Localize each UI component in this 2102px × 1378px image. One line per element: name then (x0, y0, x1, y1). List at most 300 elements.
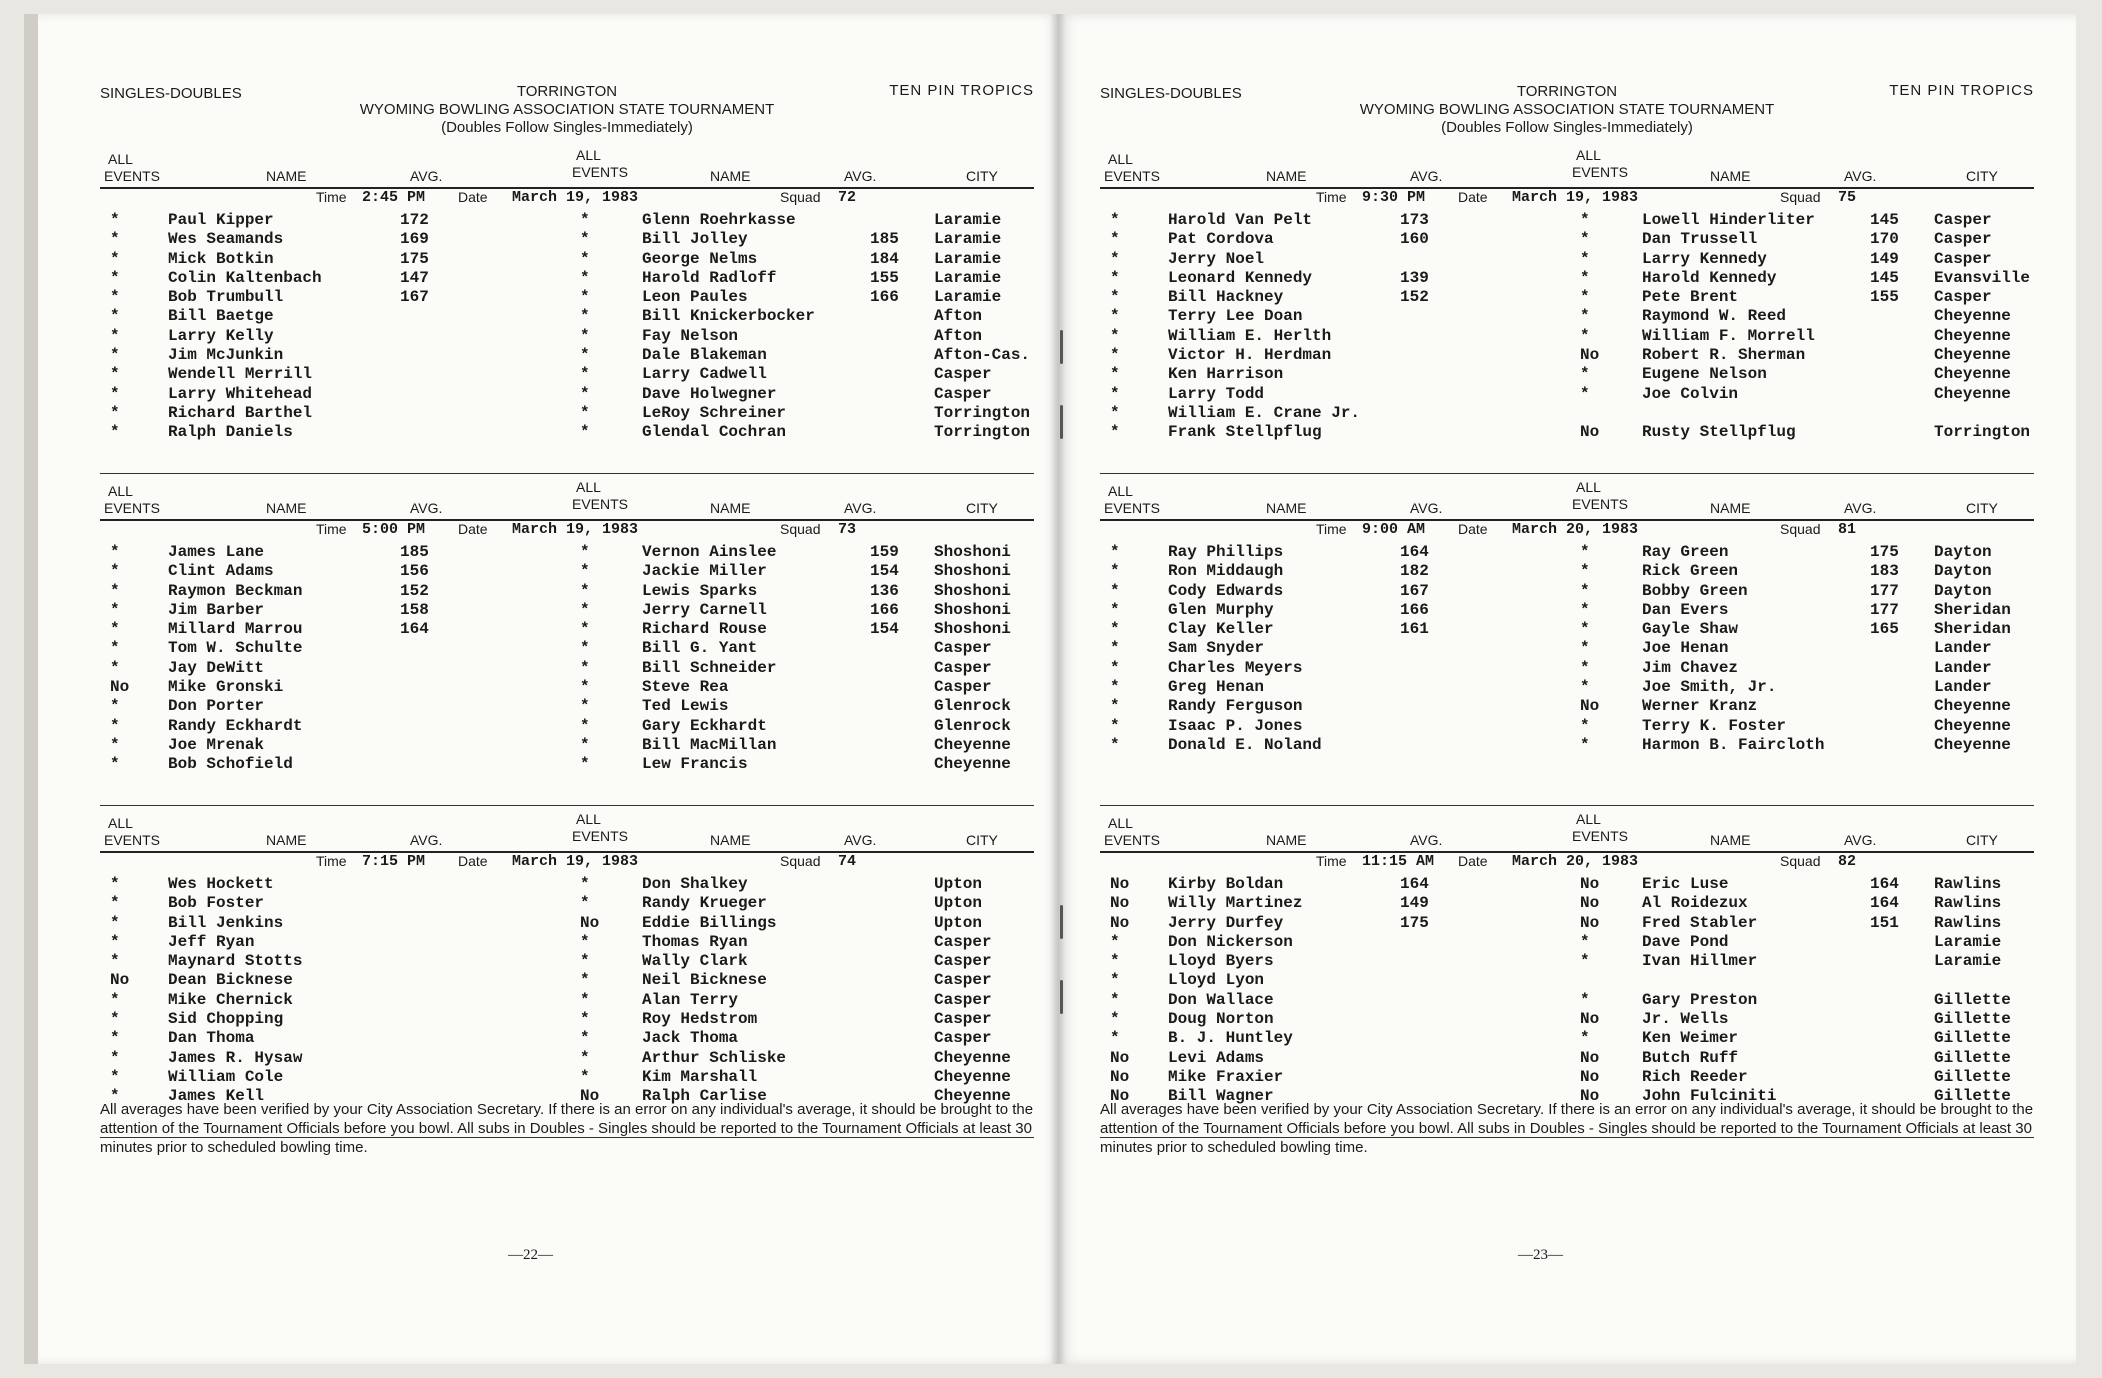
city: Gillette (1934, 1029, 2011, 1048)
name: Joe Colvin (1642, 384, 1739, 403)
squad-block (100, 481, 1034, 813)
column-headers (1100, 149, 2034, 189)
name-header: NAME (1266, 500, 1307, 516)
all-events-mark: * (1110, 423, 1120, 442)
name: Bob Schofield (168, 755, 293, 774)
all-events-mark: * (1580, 716, 1590, 735)
date-label: Date (458, 853, 488, 869)
player-rows (1100, 211, 2034, 443)
avg: 152 (1400, 288, 1429, 307)
all-events-mark: No (1580, 346, 1600, 365)
all-events-mark: * (1110, 932, 1120, 951)
all-events-header (104, 151, 160, 185)
squad-number: 81 (1838, 521, 1857, 538)
name: Sid Chopping (168, 1010, 284, 1029)
city: Casper (934, 1010, 992, 1029)
player-row (1100, 562, 2034, 581)
all-events-mark: * (1110, 600, 1120, 619)
player-rows (100, 875, 1034, 1107)
name: Mike Gronski (168, 678, 284, 697)
player-row (1100, 875, 2034, 894)
name: Pete Brent (1642, 288, 1739, 307)
avg: 183 (1870, 562, 1899, 581)
name: Joe Henan (1642, 639, 1729, 658)
all-events-mark: No (1110, 1067, 1130, 1086)
all-events-mark: * (1580, 249, 1590, 268)
all-events-mark: * (110, 403, 120, 422)
player-row (1100, 327, 2034, 346)
name: Jackie Miller (642, 562, 767, 581)
city-header: CITY (1966, 168, 1998, 184)
header-title-line3: (Doubles Follow Singles-Immediately) (441, 119, 693, 136)
time-label: Time (316, 189, 347, 205)
player-row (1100, 952, 2034, 971)
all-label: ALL (576, 147, 601, 163)
city: Casper (934, 365, 992, 384)
city: Sheridan (1934, 600, 2011, 619)
all-events-header (104, 815, 160, 849)
name: Larry Cadwell (642, 365, 767, 384)
city-header: CITY (966, 168, 998, 184)
name: Bill Hackney (1168, 288, 1284, 307)
all-events-mark: * (1110, 365, 1120, 384)
all-events-mark: * (1110, 268, 1120, 287)
player-row (1100, 423, 2034, 442)
city: Laramie (934, 211, 1002, 229)
all-events-mark: * (1110, 697, 1120, 716)
page-content (100, 82, 1034, 1145)
city: Gillette (1934, 1048, 2011, 1067)
name: Kim Marshall (642, 1067, 758, 1086)
player-row (100, 952, 1034, 971)
all-events-mark: * (1110, 211, 1120, 229)
name: Gary Eckhardt (642, 716, 767, 735)
city: Gillette (1934, 990, 2011, 1009)
name: Ralph Carlise (642, 1087, 767, 1106)
player-row (100, 211, 1034, 230)
name: Wes Hockett (168, 875, 274, 893)
name: Jerry Carnell (642, 600, 767, 619)
name: Donald E. Noland (1168, 735, 1322, 754)
player-row (100, 288, 1034, 307)
date-label: Date (458, 189, 488, 205)
name: Roy Hedstrom (642, 1010, 758, 1029)
city: Dayton (1934, 581, 1992, 600)
player-row (100, 620, 1034, 639)
player-row (100, 423, 1034, 442)
player-row (100, 1029, 1034, 1048)
all-events-mark: * (110, 1048, 120, 1067)
name: Lloyd Lyon (1168, 971, 1265, 990)
player-row (1100, 697, 2034, 716)
all-events-mark: * (110, 990, 120, 1009)
name: Larry Todd (1168, 384, 1265, 403)
name: Neil Bicknese (642, 971, 767, 990)
name: Jim McJunkin (168, 346, 284, 365)
squad-info-line (100, 853, 1034, 873)
all-events-mark: * (580, 894, 590, 913)
name: Fred Stabler (1642, 913, 1758, 932)
name-header: NAME (710, 832, 751, 848)
name: James Lane (168, 543, 265, 561)
city: Upton (934, 913, 983, 932)
avg: 152 (400, 581, 429, 600)
player-rows (1100, 875, 2034, 1107)
all-events-mark: * (110, 875, 120, 893)
all-events-mark: * (580, 952, 590, 971)
all-events-mark: * (580, 1010, 590, 1029)
avg-header: AVG. (1844, 832, 1877, 848)
squad-info-line (1100, 189, 2034, 209)
city: Cheyenne (1934, 384, 2011, 403)
avg: 164 (1870, 875, 1899, 893)
all-events-mark: * (1580, 735, 1590, 754)
all-events-mark: * (110, 249, 120, 268)
city: Shoshoni (934, 600, 1011, 619)
time-label: Time (316, 521, 347, 537)
all-events-mark: * (1580, 211, 1590, 229)
name: Rick Green (1642, 562, 1739, 581)
city: Casper (934, 384, 992, 403)
player-row (100, 1010, 1034, 1029)
events-label: EVENTS (1104, 832, 1161, 848)
squad-block (1100, 813, 2034, 1145)
player-row (100, 404, 1034, 423)
all-events-header (572, 147, 628, 181)
all-events-mark: * (1580, 326, 1590, 345)
city: Glenrock (934, 716, 1011, 735)
all-events-mark: * (1580, 365, 1590, 384)
player-row (1100, 250, 2034, 269)
footer-note: All averages have been verified by your City Association Secretary. If there is an error on any individual's average, it should be brought to the attention of the Tournament Officials before you bowl. All subs in Doubles - Singles should be reported to the Tournament Officials at least 30 minutes prior to scheduled bowling time. (1100, 1101, 2034, 1156)
all-events-mark: * (580, 1067, 590, 1086)
all-label: ALL (1108, 151, 1133, 167)
all-events-mark: * (1110, 990, 1120, 1009)
player-row (1100, 543, 2034, 562)
name: Bobby Green (1642, 581, 1748, 600)
all-events-mark: No (1580, 913, 1600, 932)
all-events-mark: * (1580, 288, 1590, 307)
name: Doug Norton (1168, 1010, 1274, 1029)
section-divider (100, 473, 1034, 474)
avg: 136 (870, 581, 899, 600)
all-events-mark: * (1110, 1029, 1120, 1048)
city: Gillette (1934, 1010, 2011, 1029)
player-rows (100, 543, 1034, 775)
player-row (100, 914, 1034, 933)
events-label: EVENTS (1572, 164, 1629, 180)
city: Casper (934, 1029, 992, 1048)
all-events-mark: * (110, 913, 120, 932)
name: Eugene Nelson (1642, 365, 1767, 384)
player-row (100, 601, 1034, 620)
name: William E. Crane Jr. (1168, 403, 1361, 422)
name: Ray Phillips (1168, 543, 1284, 561)
city: Rawlins (1934, 913, 2002, 932)
name: Larry Kelly (168, 326, 274, 345)
all-events-mark: * (1580, 990, 1590, 1009)
avg: 167 (1400, 581, 1429, 600)
all-events-header (572, 479, 628, 513)
avg: 184 (870, 249, 899, 268)
city: Torrington (934, 423, 1031, 442)
name: George Nelms (642, 249, 758, 268)
all-events-mark: * (580, 639, 590, 658)
city: Laramie (934, 230, 1002, 249)
avg: 164 (1400, 875, 1429, 893)
section-divider (100, 805, 1034, 806)
section-divider (1100, 805, 2034, 806)
all-events-mark: * (110, 562, 120, 581)
name: Larry Whitehead (168, 384, 313, 403)
avg: 158 (400, 600, 429, 619)
all-events-mark: * (110, 932, 120, 951)
city: Shoshoni (934, 562, 1011, 581)
name: Lowell Hinderliter (1642, 211, 1815, 229)
page-number: —23— (1518, 1247, 1563, 1263)
name: Gary Preston (1642, 990, 1758, 1009)
name-header: NAME (1266, 832, 1307, 848)
city: Gillette (1934, 1067, 2011, 1086)
avg-header: AVG. (844, 500, 877, 516)
all-events-mark: No (1580, 1067, 1600, 1086)
city: Casper (934, 971, 992, 990)
avg-header: AVG. (844, 832, 877, 848)
name: Bill Schneider (642, 658, 777, 677)
player-row (100, 562, 1034, 581)
page-header (1100, 82, 2034, 149)
all-events-mark: * (1580, 678, 1590, 697)
squad-info-line (100, 189, 1034, 209)
player-rows (100, 211, 1034, 443)
all-events-mark: No (1580, 894, 1600, 913)
squad-time: 5:00 PM (362, 521, 426, 538)
date-label: Date (1458, 853, 1488, 869)
name: Kirby Boldan (1168, 875, 1284, 893)
time-label: Time (316, 853, 347, 869)
avg: 145 (1870, 211, 1899, 229)
city-header: CITY (966, 832, 998, 848)
name: Wendell Merrill (168, 365, 313, 384)
all-events-mark: * (110, 230, 120, 249)
player-row (100, 250, 1034, 269)
header-title-line2: WYOMING BOWLING ASSOCIATION STATE TOURNAMENT (359, 101, 775, 118)
name: Joe Smith, Jr. (1642, 678, 1777, 697)
staple-top (1060, 330, 1063, 364)
avg: 149 (1870, 249, 1899, 268)
all-events-mark: * (1110, 620, 1120, 639)
squad-block (1100, 481, 2034, 813)
name: Bill Jolley (642, 230, 748, 249)
player-row (1100, 211, 2034, 230)
all-events-header (104, 483, 160, 517)
all-events-mark: * (110, 1029, 120, 1048)
name: Glen Murphy (1168, 600, 1274, 619)
all-events-header (1104, 151, 1160, 185)
all-events-mark: * (1110, 639, 1120, 658)
city: Lander (1934, 678, 1992, 697)
all-events-mark: * (110, 288, 120, 307)
column-headers (1100, 813, 2034, 853)
all-label: ALL (576, 479, 601, 495)
city-header: CITY (1966, 500, 1998, 516)
all-events-mark: * (1110, 581, 1120, 600)
city: Casper (934, 952, 992, 971)
all-events-mark: * (580, 307, 590, 326)
city: Cheyenne (934, 1067, 1011, 1086)
name: Millard Marrou (168, 620, 303, 639)
name: B. J. Huntley (1168, 1029, 1293, 1048)
all-events-mark: * (580, 211, 590, 229)
all-events-header (1104, 483, 1160, 517)
all-events-mark: * (1110, 307, 1120, 326)
name-header: NAME (710, 500, 751, 516)
avg-header: AVG. (410, 832, 443, 848)
all-events-mark: * (110, 639, 120, 658)
column-headers (100, 149, 1034, 189)
name: Jay DeWitt (168, 658, 265, 677)
all-events-mark: No (1580, 1010, 1600, 1029)
name: Dan Evers (1642, 600, 1729, 619)
avg: 166 (870, 288, 899, 307)
name: LeRoy Schreiner (642, 403, 787, 422)
all-label: ALL (1108, 815, 1133, 831)
squad-date: March 20, 1983 (1512, 853, 1639, 870)
all-events-mark: * (1110, 658, 1120, 677)
avg: 156 (400, 562, 429, 581)
all-events-mark: No (1110, 894, 1130, 913)
name: Dale Blakeman (642, 346, 767, 365)
avg-header: AVG. (410, 168, 443, 184)
all-label: ALL (1576, 479, 1601, 495)
all-events-mark: * (1110, 403, 1120, 422)
name: Frank Stellpflug (1168, 423, 1322, 442)
header-title (1100, 83, 2034, 137)
events-label: EVENTS (104, 832, 161, 848)
avg: 175 (1870, 543, 1899, 561)
name: Fay Nelson (642, 326, 739, 345)
all-events-mark: * (110, 581, 120, 600)
city-header: CITY (1966, 832, 1998, 848)
name: Mick Botkin (168, 249, 274, 268)
all-events-mark: * (580, 620, 590, 639)
name: Randy Eckhardt (168, 716, 303, 735)
player-row (1100, 933, 2034, 952)
player-row (1100, 1010, 2034, 1029)
player-row (100, 678, 1034, 697)
city: Rawlins (1934, 875, 2002, 893)
all-events-mark: * (580, 403, 590, 422)
name: Jim Chavez (1642, 658, 1739, 677)
footer-note: All averages have been verified by your City Association Secretary. If there is an error on any individual's average, it should be brought to the attention of the Tournament Officials before you bowl. All subs in Doubles - Singles should be reported to the Tournament Officials at least 30 minutes prior to scheduled bowling time. (100, 1101, 1034, 1156)
all-events-mark: * (1580, 384, 1590, 403)
all-events-mark: * (110, 268, 120, 287)
all-events-mark: * (580, 423, 590, 442)
city: Shoshoni (934, 581, 1011, 600)
avg: 154 (870, 620, 899, 639)
name: Rusty Stellpflug (1642, 423, 1796, 442)
name: Mike Fraxier (1168, 1067, 1284, 1086)
all-events-mark: * (580, 971, 590, 990)
time-label: Time (1316, 521, 1347, 537)
squad-info-line (100, 521, 1034, 541)
all-events-mark: No (580, 913, 600, 932)
avg: 166 (870, 600, 899, 619)
all-events-mark: * (1580, 307, 1590, 326)
name: Alan Terry (642, 990, 739, 1009)
name: Ken Harrison (1168, 365, 1284, 384)
all-events-mark: * (580, 1048, 590, 1067)
avg: 161 (1400, 620, 1429, 639)
name: Eddie Billings (642, 913, 777, 932)
squad-time: 9:00 AM (1362, 521, 1426, 538)
squad-label: Squad (1780, 521, 1821, 537)
name: Mike Chernick (168, 990, 293, 1009)
avg-header: AVG. (844, 168, 877, 184)
avg: 172 (400, 211, 429, 229)
name: Harold Kennedy (1642, 268, 1777, 287)
player-row (100, 1049, 1034, 1068)
avg: 175 (1400, 913, 1429, 932)
header-right-label: TEN PIN TROPICS (1889, 82, 2034, 99)
avg: 167 (400, 288, 429, 307)
player-row (1100, 914, 2034, 933)
name: James Kell (168, 1087, 265, 1106)
all-events-mark: * (1110, 952, 1120, 971)
all-events-mark: * (580, 932, 590, 951)
staple-bottom (1060, 980, 1063, 1014)
avg: 165 (1870, 620, 1899, 639)
name: Glendal Cochran (642, 423, 787, 442)
player-row (1100, 991, 2034, 1010)
avg-header: AVG. (1410, 500, 1443, 516)
name: Paul Kipper (168, 211, 274, 229)
name: Ken Weimer (1642, 1029, 1739, 1048)
avg-header: AVG. (1844, 500, 1877, 516)
city: Laramie (934, 268, 1002, 287)
all-label: ALL (108, 151, 133, 167)
events-label: EVENTS (1104, 500, 1161, 516)
player-row (1100, 971, 2034, 990)
name: Cody Edwards (1168, 581, 1284, 600)
all-events-mark: * (1580, 268, 1590, 287)
all-events-mark: * (1580, 658, 1590, 677)
events-label: EVENTS (104, 500, 161, 516)
all-events-mark: * (580, 268, 590, 287)
all-events-mark: No (1580, 423, 1600, 442)
player-row (100, 875, 1034, 894)
name: Bill Wagner (1168, 1087, 1274, 1106)
name: Charles Meyers (1168, 658, 1303, 677)
player-row (100, 1068, 1034, 1087)
player-row (1100, 346, 2034, 365)
all-events-mark: * (580, 678, 590, 697)
squad-time: 11:15 AM (1362, 853, 1435, 870)
name-header: NAME (1710, 832, 1751, 848)
player-row (1100, 894, 2034, 913)
all-events-mark: * (1110, 735, 1120, 754)
city: Cheyenne (1934, 326, 2011, 345)
city: Cheyenne (1934, 735, 2011, 754)
player-row (100, 971, 1034, 990)
all-events-mark: * (1110, 346, 1120, 365)
player-row (100, 365, 1034, 384)
name: Leonard Kennedy (1168, 268, 1313, 287)
all-events-mark: * (580, 735, 590, 754)
squad-label: Squad (780, 853, 821, 869)
squad-time: 2:45 PM (362, 189, 426, 206)
avg: 145 (1870, 268, 1899, 287)
